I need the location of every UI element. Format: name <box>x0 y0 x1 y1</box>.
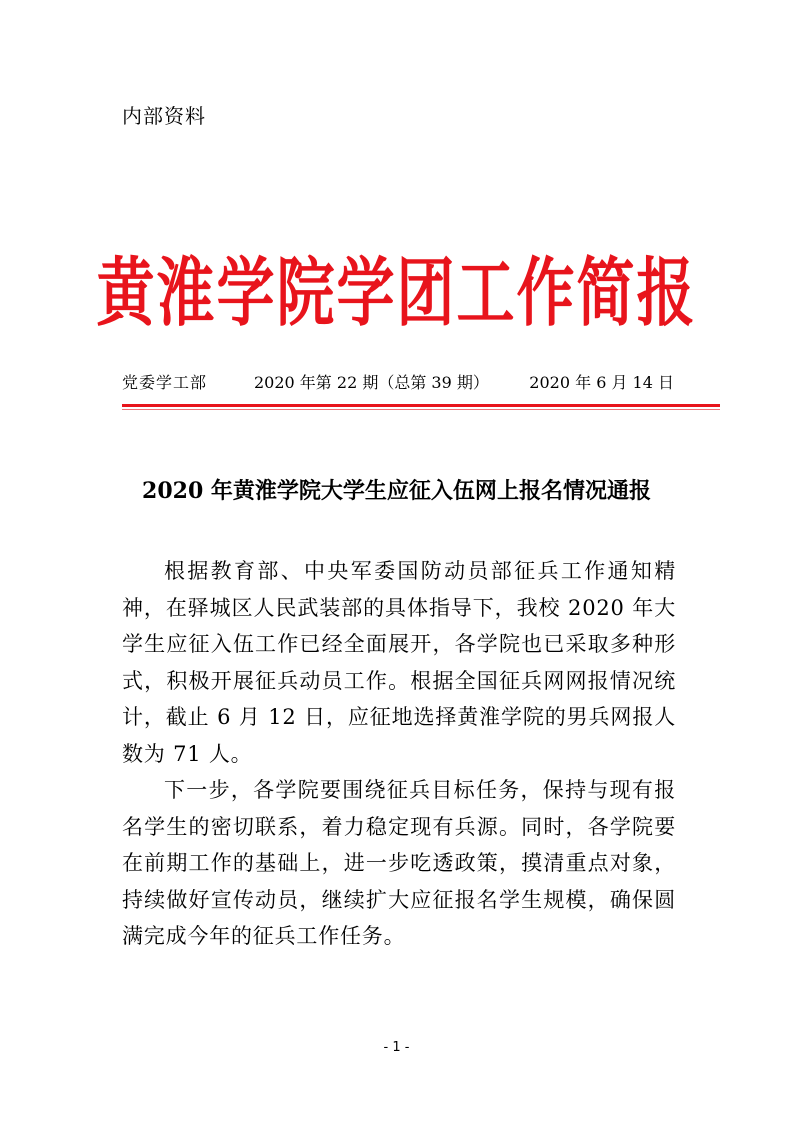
body-paragraph: 下一步，各学院要围绕征兵目标任务，保持与现有报名学生的密切联系，着力稳定现有兵源。同时，各学院要在前期工作的基础上，进一步吃透政策，摸清重点对象，持续做好宣传动员，继续扩大应征报名学生规模，确保圆满完成今年的征兵工作任务。 <box>122 778 676 948</box>
issue-date: 2020 年 6 月 14 日 <box>529 373 674 392</box>
page-number: - 1 - <box>383 1040 410 1055</box>
issue-department: 党委学工部 <box>122 373 208 392</box>
document-title: 2020 年黄淮学院大学生应征入伍网上报名情况通报 <box>142 478 651 504</box>
document-body <box>122 553 676 955</box>
red-divider-thick <box>122 404 720 407</box>
red-divider <box>122 402 720 412</box>
red-divider-thin <box>122 409 720 410</box>
masthead-title: 黄淮学院学团工作简报 <box>96 249 697 337</box>
body-paragraph: 根据教育部、中央军委国防动员部征兵工作通知精神，在驿城区人民武装部的具体指导下，我校 2020 年大学生应征入伍工作已经全面展开，各学院也已采取多种形式，积极开展征兵动员工作。根据全国征兵网网报情况统计，截止 6 月 12 日，应征地选择黄淮学院的男兵网报人数为 71 人。 <box>122 559 676 766</box>
issue-number: 2020 年第 22 期（总第 39 期） <box>254 373 489 392</box>
classification-label: 内部资料 <box>122 104 206 128</box>
